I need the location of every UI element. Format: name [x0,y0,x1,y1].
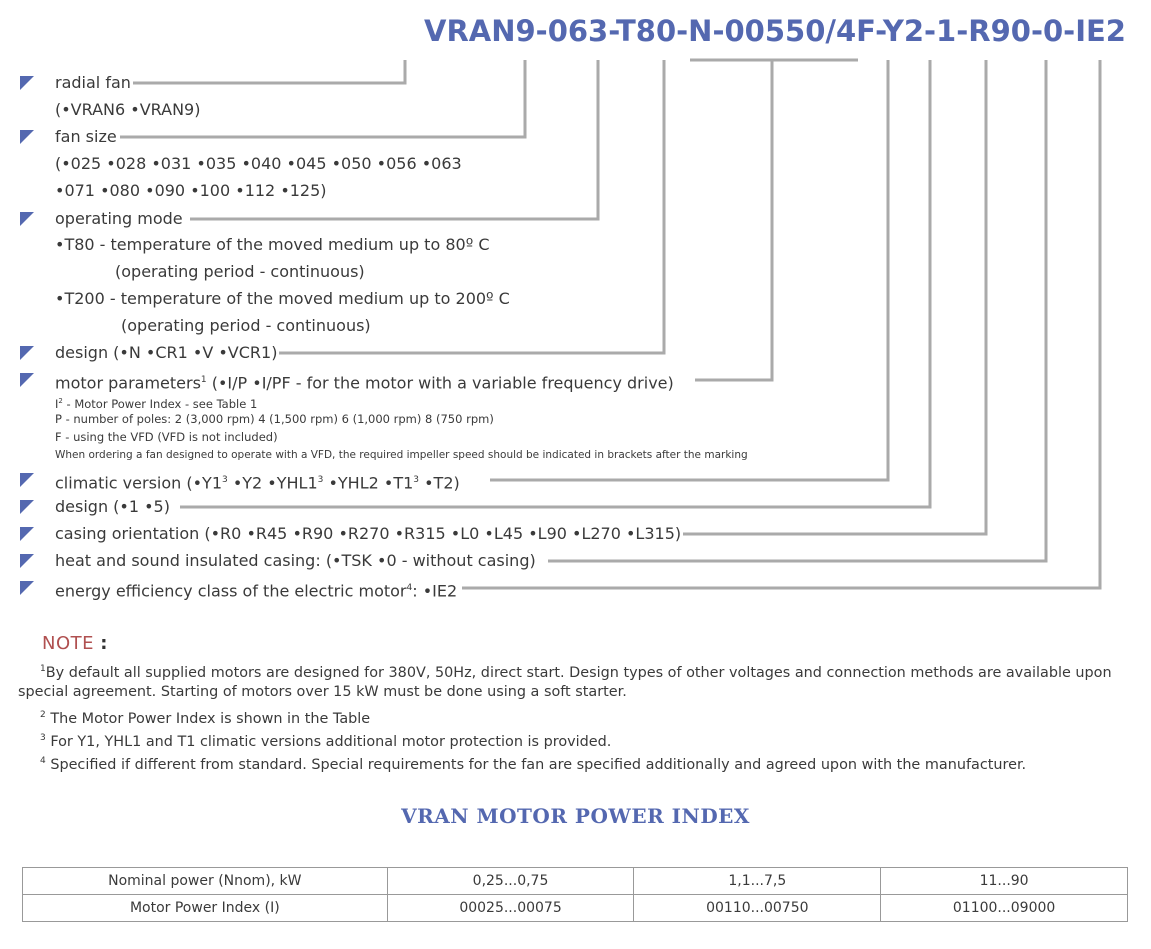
product-code: VRAN9-063-T80-N-00550/4F-Y2-1-R90-0-IE2 [424,14,1126,48]
table-title: VRAN MOTOR POWER INDEX [401,804,750,828]
triangle-marker-icon [20,130,34,144]
item-label: fan size [55,127,117,146]
motor-note-poles: P - number of poles: 2 (3,000 rpm) 4 (1,500 rpm) 6 (1,000 rpm) 8 (750 rpm) [55,412,494,426]
triangle-marker-icon [20,212,34,226]
connector-insulated-casing [548,60,1046,561]
item-label: motor parameters$^1$ (•I/P •I/PF - for the motor with a variable frequency drive) [55,369,676,394]
note-1b: special agreement. Starting of motors over 15 kW must be done using a soft starter. [18,684,627,700]
item-label: design (•N •CR1 •V •VCR1) [55,343,278,362]
connector-radial-fan [130,60,405,83]
table-row [23,868,1128,895]
connector-design-number [180,60,930,507]
note-4: $^4$ Specified if different from standard. Special requirements for the fan are specified additionally and agreed upon with the manufacturer. [40,756,1027,773]
item-label: radial fan [55,73,131,92]
item-label: energy efficiency class of the electric motor$^4$: •IE2 [55,577,459,602]
motor-note-vfd: F - using the VFD (VFD is not included) [55,430,278,444]
table-cell: 00110...00750 [634,895,881,922]
triangle-marker-icon [20,76,34,90]
note-3: $^3$ For Y1, YHL1 and T1 climatic versions additional motor protection is provided. [40,733,612,750]
triangle-marker-icon [20,373,34,387]
item-label: heat and sound insulated casing: (•TSK •0 - without casing) [55,551,536,570]
note-1a: $^1$By default all supplied motors are designed for 380V, 50Hz, direct start. Design types of other voltages and connection methods are available upon [40,664,1112,681]
note-2: $^2$ The Motor Power Index is shown in the Table [40,710,371,727]
t200-option: •T200 - temperature of the moved medium up to 200º C [55,289,510,308]
triangle-marker-icon [20,346,34,360]
triangle-marker-icon [20,527,34,541]
triangle-marker-icon [20,473,34,487]
radial-fan-options: (•VRAN6 •VRAN9) [55,100,201,119]
item-label: climatic version ($•Y1^3$ •Y2 $•YHL1^3$ •YHL2 $•T1^3$ •T2) [55,469,462,494]
triangle-marker-icon [20,500,34,514]
fan-size-options-2: •071 •080 •090 •100 •112 •125) [55,181,327,200]
t80-option: •T80 - temperature of the moved medium up to 80º C [55,235,490,254]
motor-note-vfd-order: When ordering a fan designed to operate with a VFD, the required impeller speed should be indicated in brackets after the marking [55,449,748,461]
table-cell: 1,1...7,5 [634,868,881,895]
t80-period: (operating period - continuous) [115,262,365,281]
triangle-marker-icon [20,581,34,595]
connector-motor-parameters [695,60,772,380]
table-cell: Nominal power (Nnom), kW [23,868,388,895]
table-cell: 11...90 [881,868,1128,895]
table-row [23,895,1128,922]
fan-size-options-1: (•025 •028 •031 •035 •040 •045 •050 •056 •063 [55,154,462,173]
motor-note-index: $I^2$ - Motor Power Index - see Table 1 [55,396,258,411]
motor-power-index-table [22,867,1128,922]
connector-energy-class [462,60,1100,588]
table-cell: Motor Power Index (I) [23,895,388,922]
table-cell: 00025...00075 [387,895,634,922]
table-cell: 01100...09000 [881,895,1128,922]
item-label: design (•1 •5) [55,497,170,516]
table-cell: 0,25...0,75 [387,868,634,895]
item-label: operating mode [55,209,183,228]
item-label: casing orientation (•R0 •R45 •R90 •R270 •R315 •L0 •L45 •L90 •L270 •L315) [55,524,682,543]
connector-climatic-version [490,60,888,480]
t200-period: (operating period - continuous) [121,316,371,335]
note-title: NOTE : [42,633,108,654]
triangle-marker-icon [20,554,34,568]
